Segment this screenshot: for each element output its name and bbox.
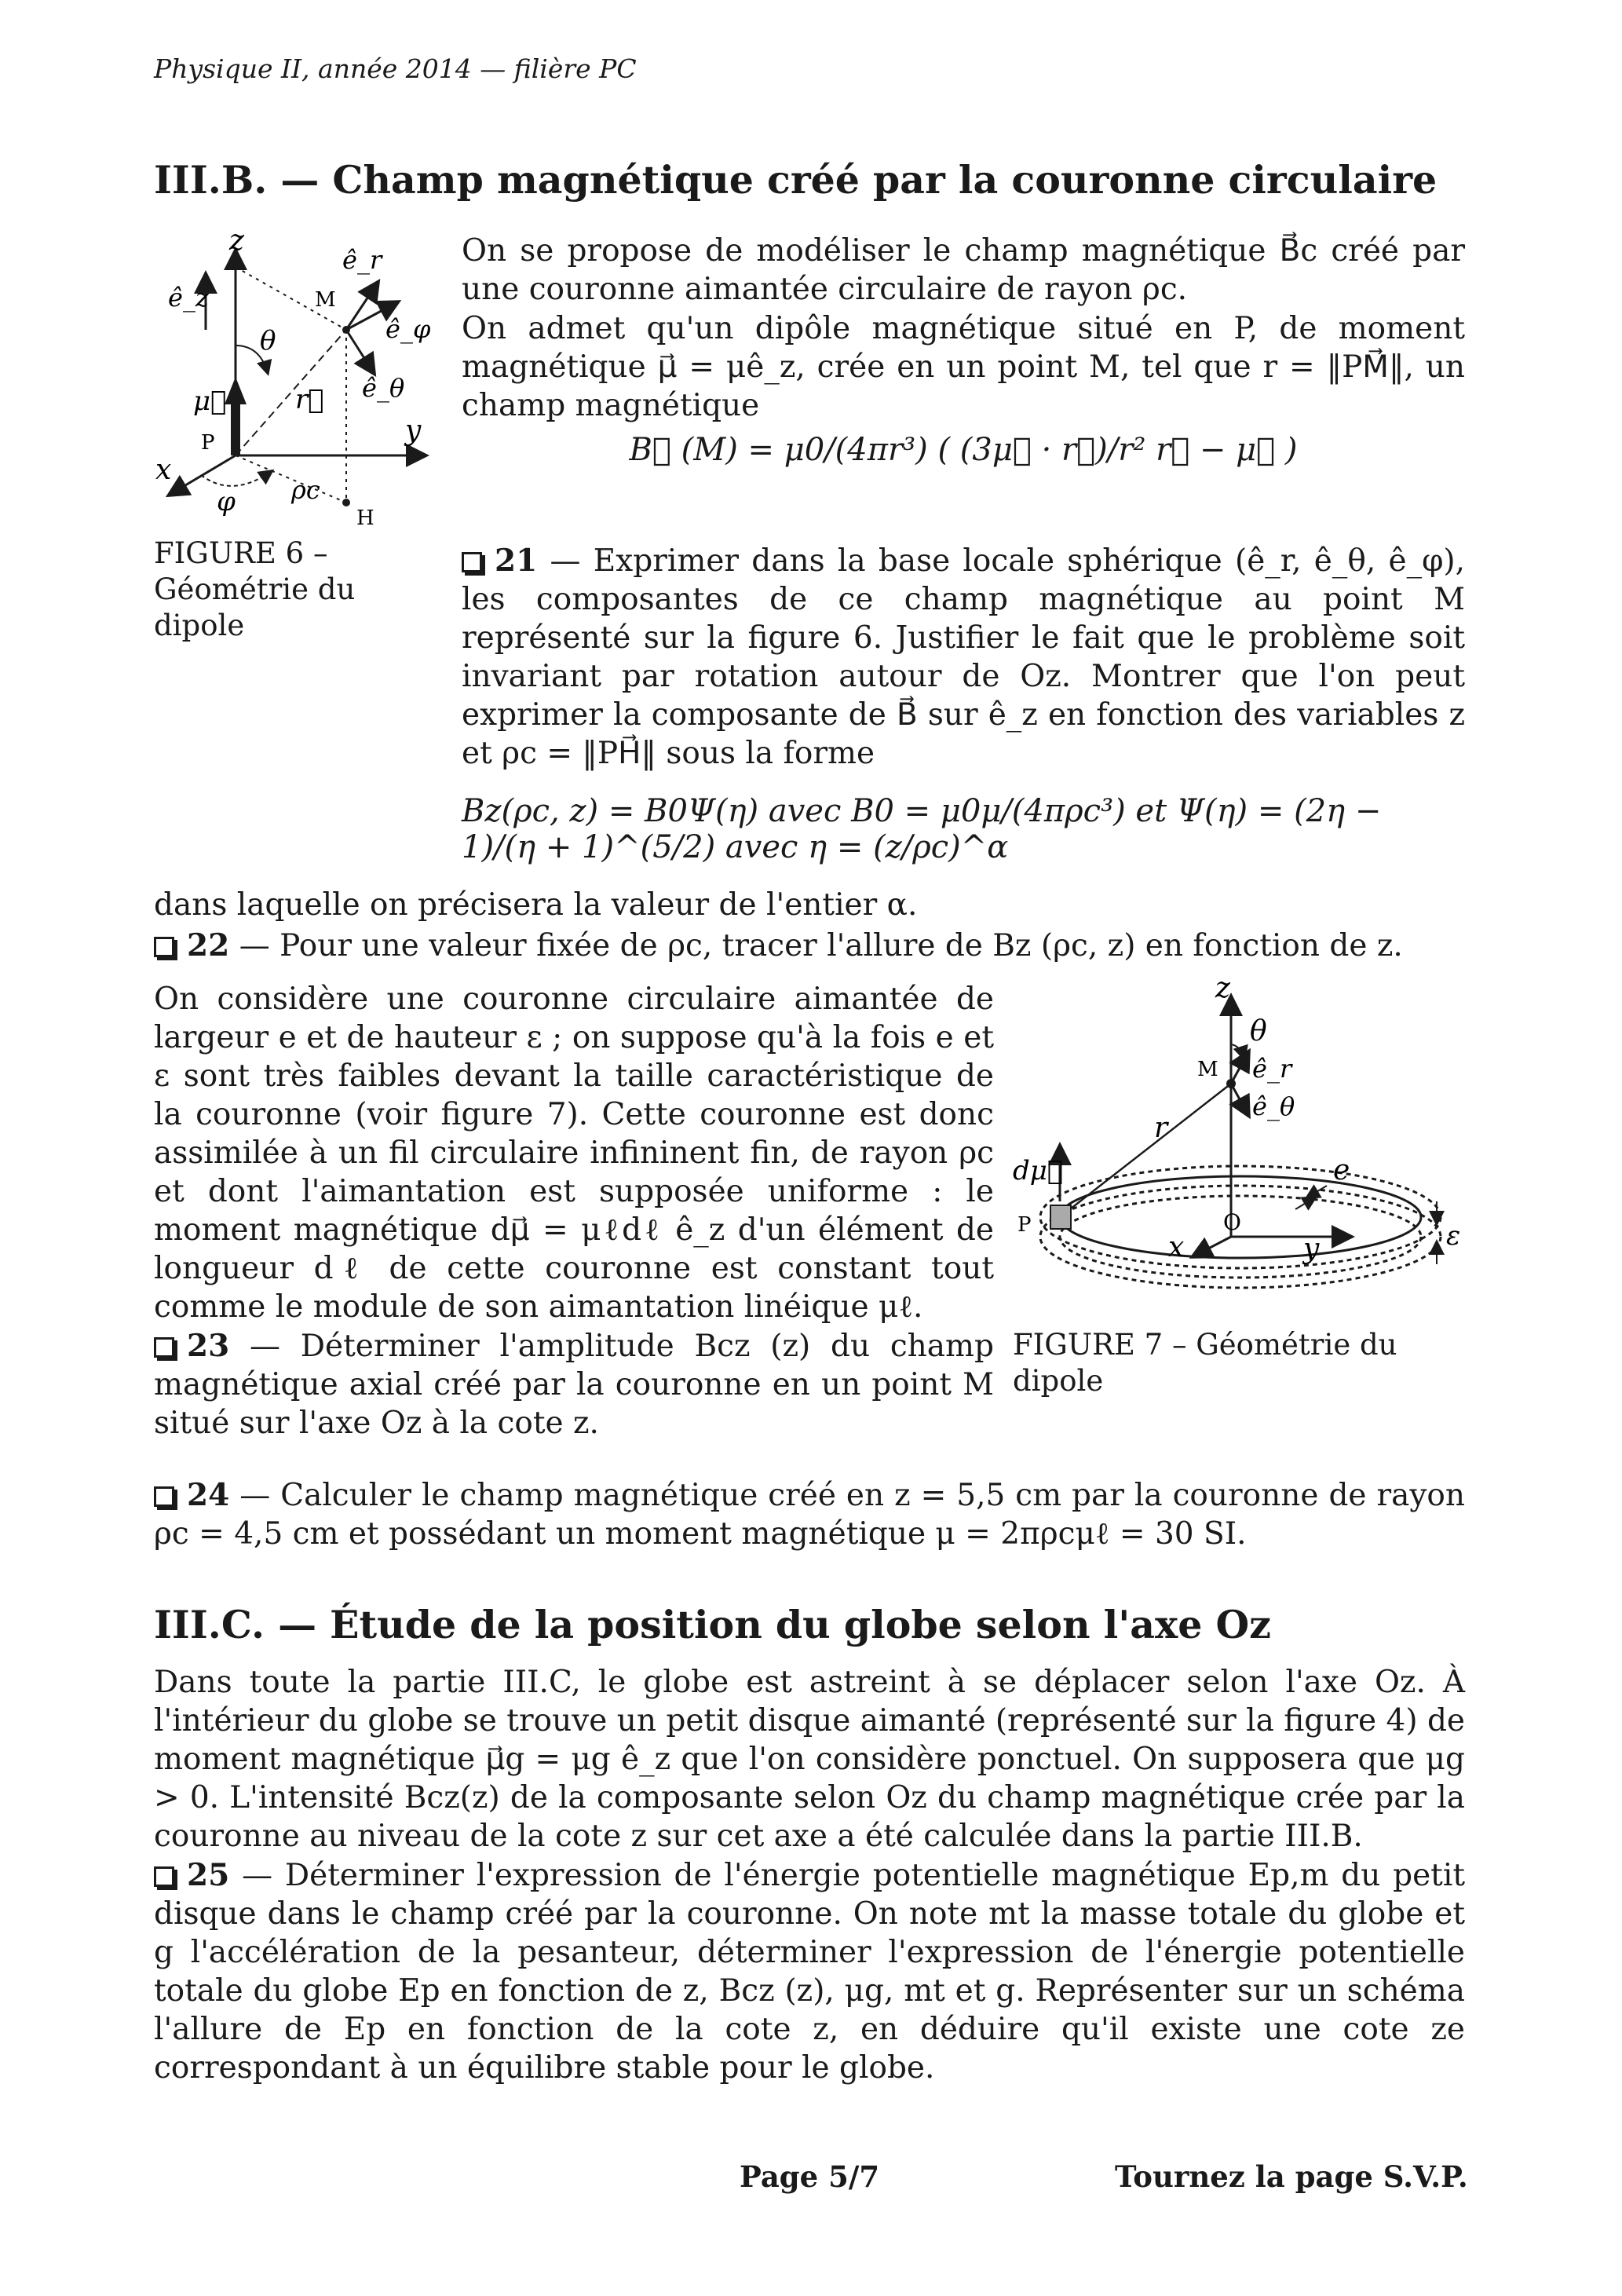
question-21-number: 21 [495,543,538,579]
figure-6-caption: FIGURE 6 – Géométrie du dipole [154,536,356,642]
checkbox-icon [462,552,482,572]
question-22 [154,927,1465,965]
page-number: Page 5/7 [740,2159,880,2194]
fig6-label-z: z [229,228,244,257]
fig6-label-x: x [155,454,172,486]
equation-bz: Bz(ρc, z) = B0Ψ(η) avec B0 = μ0μ/(4πρc³) et Ψ(η) = (2η − 1)/(η + 1)^(5/2) avec η = (z/ρc)^α [462,793,1382,865]
crown-paragraph: On considère une couronne circulaire aimantée de largeur e et de hauteur ε ; on suppose qu'à la fois e et ε sont très faibles devant la taille caractéristique de la couronne (voir figure 7). Cette couronne est donc assimilée à un fil circulaire infininent fin, de rayon ρc et dont l'aimantation est supposée uniforme : le moment magnétique dμ⃗ = μℓdℓ ê_z d'un élément de longueur dℓ de cette couronne est constant tout comme le module de son aimantation linéique μℓ. [154,982,994,1325]
fig7-label-e: e [1333,1154,1350,1186]
question-24-text: — Calculer le champ magnétique créé en z = 5,5 cm par la couronne de rayon ρc = 4,5 cm et possédant un moment magnétique μ = 2πρcμℓ = 30 SI. [154,1478,1465,1552]
fig7-label-r: r [1154,1112,1168,1144]
etheta-vector [346,330,374,373]
question-24 [154,1476,1465,1553]
fig6-label-phi: φ [217,486,236,517]
fig7-label-x: x [1168,1231,1185,1263]
question-25 [154,1856,1465,2087]
question-21-continuation: dans laquelle on précisera la valeur de l'entier α. [154,887,918,923]
fig6-label-ez: ê_z [168,283,209,313]
fig6-label-m: M [315,288,336,312]
point-h [342,499,350,506]
fig7-label-p: P [1017,1213,1032,1237]
question-21-text: — Exprimer dans la base locale sphérique (ê_r, ê_θ, ê_φ), les composantes de ce champ magnétique au point M représenté sur la figure 6. Justifier le fait que le problème soit invariant par rotation autour de Oz. Montrer que l'on peut exprimer la composante de B⃗ sur ê_z en fonction des variables z et ρc = ‖PH⃗‖ sous la forme [462,543,1465,771]
fig7-label-y: y [1303,1233,1320,1265]
question-23-text: — Déterminer l'amplitude Bcz (z) du champ magnétique axial créé par la couronne en un point M situé sur l'axe Oz à la cote z. [154,1329,994,1441]
section-c-intro: Dans toute la partie III.C, le globe est astreint à se déplacer selon l'axe Oz. À l'intérieur du globe se trouve un petit disque aimanté (représenté sur la figure 4) de moment magnétique μ⃗g = μg ê_z que l'on considère ponctuel. On supposera que μg > 0. L'intensité Bcz(z) de la composante selon Oz du champ magnétique crée par la couronne au niveau de la cote z sur cet axe a été calculée dans la partie III.B. [154,1665,1465,1854]
question-22-number: 22 [187,927,230,963]
fig7-label-theta: θ [1250,1015,1267,1047]
question-25-text: — Déterminer l'expression de l'énergie potentielle magnétique Ep,m du petit disque dans le champ créé par la couronne. On note mt la masse totale du globe et g l'accélération de la pesanteur, déterminer l'expression de l'énergie potentielle totale du globe Ep en fonction de z, Bcz (z), μg, mt et g. Représenter sur un schéma l'allure de Ep en fonction de la cote z, en déduire qu'il existe une cote ze correspondant à un équilibre stable pour le globe. [154,1858,1465,2086]
checkbox-icon [154,1337,174,1358]
fig6-label-ephi: ê_φ [385,314,431,344]
figure-6-dipole-diagram [154,228,452,534]
fig6-label-p: P [201,431,215,455]
intro-paragraph-2: On admet qu'un dipôle magnétique situé en P, de moment magnétique μ⃗ = μê_z, crée en un point M, tel que r = ‖PM⃗‖, un champ magnétique [462,311,1465,423]
question-23-number: 23 [187,1328,230,1364]
equation-dipole-field: B⃗ (M) = μ0/(4πr³) ( (3μ⃗ · r⃗)/r² r⃗ − μ⃗ ) [629,432,1298,468]
question-22-text: — Pour une valeur fixée de ρc, tracer l'allure de Bz (ρc, z) en fonction de z. [239,928,1403,963]
fig7-label-dmu: dμ⃗ [1013,1155,1064,1186]
figure-7-crown-diagram [1013,974,1468,1311]
checkbox-icon [154,1486,174,1507]
fig7-label-z: z [1215,974,1230,1004]
question-21 [462,542,1465,773]
fig6-label-rho: ρc [291,475,320,505]
figure-7-caption: FIGURE 7 – Géométrie du dipole [1013,1328,1397,1398]
fig6-label-er: ê_r [342,245,382,275]
section-title-c: III.C. — Étude de la position du globe selon l'axe Oz [154,1602,1271,1647]
fig6-label-mu: μ⃗ [193,386,227,417]
question-24-number: 24 [187,1477,230,1513]
section-title-b: III.B. — Champ magnétique créé par la couronne circulaire [154,157,1438,203]
question-23 [154,1327,994,1442]
question-25-number: 25 [187,1857,230,1893]
fig6-label-r: r⃗ [295,384,324,415]
fig7-label-o: O [1223,1209,1241,1235]
fig6-label-y: y [405,415,422,447]
fig7-label-epsilon: ε [1446,1220,1461,1252]
er-vector [346,283,378,330]
checkbox-icon [154,1866,174,1887]
checkbox-icon [154,937,174,957]
fig6-label-etheta: ê_θ [362,373,405,403]
turn-page-note: Tournez la page S.V.P. [1115,2159,1468,2194]
intro-paragraph-1: On se propose de modéliser le champ magnétique B⃗c créé par une couronne aimantée circulaire de rayon ρc. [462,233,1465,307]
fig6-label-theta: θ [260,325,276,356]
running-header: Physique II, année 2014 — filière PC [154,53,637,84]
fig7-label-m: M [1197,1058,1218,1081]
fig7-label-er: ê_r [1252,1054,1292,1084]
fig6-label-h: H [356,506,374,530]
fig7-label-etheta: ê_θ [1252,1091,1295,1121]
